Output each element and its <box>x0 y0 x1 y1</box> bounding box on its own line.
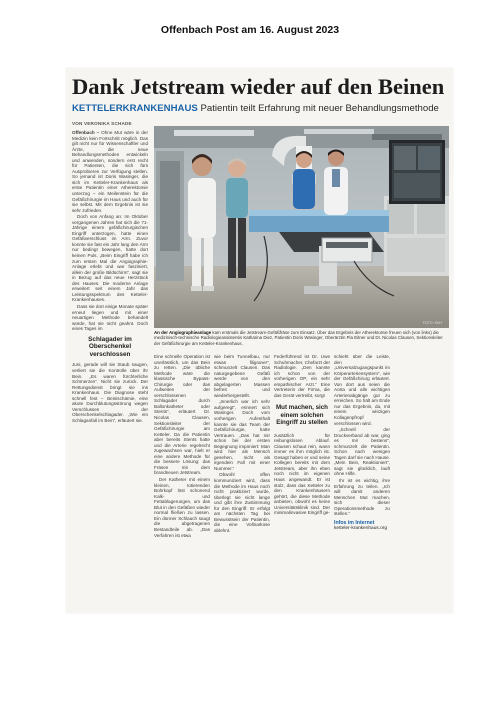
article-column-3 <box>214 354 270 608</box>
photo-caption-lead: An der Angiographieanlage <box>154 330 212 335</box>
paragraph: Dass sie dort einige Monate später erneut liegen und mit einer neuartigen Methode behandelt würde, hat sie nicht geahnt. Doch eines Tages im <box>72 303 148 332</box>
article-column-4 <box>274 354 330 608</box>
photo-credit: FOTO: KKH <box>422 321 442 325</box>
article-intertitle: Schlagader im Oberschenkel verschlossen <box>88 335 132 358</box>
angiography-room-photo <box>154 126 449 328</box>
paragraph: Ihr ist es wichtig, ihre Erfahrung zu teilen. „Ich will damit anderen Menschen Mut machen, sich dieser Operationsmethode zu stellen.“ <box>334 478 390 517</box>
paragraph-text: Ohne Mut wäre in der Medizin kein Fortschritt möglich. Das gilt nicht nur für Wissenschaftler und Ärzte, die neue Behandlungsmethoden entwickeln und anwenden, sondern erst recht für Patienten, die sich fürs Ausprobieren zur Verfügung stellen. So jemand ist Doris Wasinger, die sich im Ketteler-Krankenhaus als erste Patientin einer Atherektomie unterzog – ein Meilenstein für die Gefäßchirurgie im Haus und auch für sie selbst. Mit dem Ergebnis ist sie sehr zufrieden. <box>72 130 148 213</box>
article-column-2 <box>154 354 210 608</box>
paragraph: Doch von Anfang an: Im Oktober vergangenen Jahres hat sich die 71-Jährige einem gefäßchirurgischen Eingriff unterzogen, hatte einen Gefäßverschluss im Arm. Zuvor konnte sie fast ein Jahr lang den Arm nur bedingt bewegen, hatte dort keinen Puls. „Beim Eingriff habe ich zum ersten Mal die Angiographie-Anlage erlebt und war fasziniert, allein der große Bildschirm“, sagt sie in Bezug auf das neue Herzstück des Hauses. Die moderne Anlage erweitert seit einem Jahr das Leistungsspektrum des Ketteler-Krankenhauses. <box>72 214 148 303</box>
paragraph: Obwohl offen kommuniziert wird, dass die Methode im Haus noch nicht praktiziert wurde, überlegt sie nicht lange und gibt ihre Zustimmung für den Eingriff. Er erfolgt am nächsten Tag bei Bewusstsein der Patientin, die eine Vollnarkose ablehnt. <box>214 472 270 533</box>
paragraph: zusätzlich für reibungslosen Ablauf. Clausen schaut rein, wann immer es ihm möglich ist. Gesagt haben er und seine Kollegen bereits mit dem Jetstream, aber ihn eben noch nicht im eigenen Haus angewandt. Er ist stolz, dass das Ketteler zu den Krankenhäusern gehört, die diese Methode anbieten, obwohl es keine Universitätsklinik sind. Der minimalinvasive Eingriff ge- <box>274 432 330 516</box>
newspaper-source-date: Offenbach Post am 16. August 2023 <box>160 24 340 36</box>
photo-caption <box>154 330 449 346</box>
article-kicker: KETTELERKRANKENHAUS <box>72 103 198 114</box>
dateline: Offenbach – <box>72 130 100 135</box>
paragraph: Der Katheter mit einem kleinen, rotierenden Bohrkopf löst schonend Kalk- und Fettablagerungen, um das Blut in den Gefäßen wieder normal fließen zu lassen. Ein dünner Schlauch saugt die abgetragenen Bestandteile ab. „Das Verfahren ist etwa <box>154 477 210 538</box>
article-subheadline-text: Patientin teilt Erfahrung mit neuer Behandlungsmethode <box>200 103 439 114</box>
website-link[interactable]: ketteler-krankenhaus.org <box>334 526 388 532</box>
info-label: Infos im Internet <box>334 519 375 526</box>
article-subheadline <box>72 103 452 115</box>
article-headline: Dank Jetstream wieder auf den Beinen <box>72 74 445 99</box>
paragraph <box>72 130 148 213</box>
paragraph: Eine schnelle Operation ist unerlässlich, um das Bein zu retten. „Die übliche Methode wäre die klassische Bypass-Chirurgie oder das Aufweiten der verschlossenen Schlagader durch Ballonkatheter oder Stents“, erläutert Dr. Nicolas Clausen, Sektionsleiter der Gefäßchirurgie am Ketteler. Da die Patientin aber bereits Stents hatte und die Arterie regelrecht zugewachsen war, hielt er eine andere Methode für die bessere Lösung: das Fräsen mit dem brandneuen Jetstream. <box>154 354 210 476</box>
paragraph: Juni, gerade will sie Staub saugen, verliert sie die Kontrolle über ihr Bein. „Es waren fürchterliche Schmerzen“. Nicht sie zurück. Der Rettungsdienst bringt sie ins Krankenhaus. Die Diagnose steht schnell fest – Beinischämie, eine akute Durchblutungsstörung wegen Verschlusses der Oberschenkelschlagader. „Wie ein Schlaganfall im Bein“, erläutert sie. <box>72 362 148 423</box>
paragraph: schieht über die Leiste, den „Universalzugangspunkt im Körperarteriensystem“, wie der Gefäßchirurg erläutert. Von dort aus seien die Aorta und alle wichtigen Arterienabgänge gut zu erreichen. So hält am Ende nur das Ergebnis, da, mit einem winzigen Kollagenpfropf verschlossen wird. <box>334 354 390 426</box>
article-author: VON VERONIKA SCHADE <box>72 121 132 126</box>
pull-quote: Mut machen, sich einem solchen Eingriff zu stellen <box>276 404 328 427</box>
newspaper-clipping <box>66 68 453 613</box>
article-column-5 <box>334 354 390 608</box>
photo-caption-text: kam erstmals die Jetstream-Gefäßfräse zum Einsatz. Über das Ergebnis der Atherektomie freuen sich (von links) die medizinisch-technische Radiologieassistentin Katharina Diez, Patientin Doris Wasinger, Oberärztin Pia Eitner und Dr. Nicolas Clausen, Sektionsleiter der Gefäßchirurgie am Ketteler-Krankenhaus. <box>154 330 443 346</box>
paragraph: „Innerlich war ich sehr aufgeregt“, erinnert sich Wasinger. Doch vom vorherigen Aufenthalt kannte sie das Team der Gefäßchirurgie, hatte Vertrauen. „Das hat mir schon bei der ersten Begegnung imponiert: Man wird hier als Mensch gesehen, nicht als irgendein Fall mit einer Nummer.“ <box>214 399 270 471</box>
paragraph: „Schnell der Druckverband ab war, ging es mir bestens“, schmunzelt die Patientin. Schon nach wenigen Tagen darf sie nach Hause. „Mein Bein, Reaktioniert“, sagt sie glücklich, lauft ohne Hilfe. <box>334 427 390 477</box>
article-column-1 <box>72 130 148 606</box>
article-photo <box>154 126 449 328</box>
paragraph: wie beim Tunnelbau, nur etwas filigraner“, schmunzelt Clausen. Das naturgegebene Gefäß werde von den abgelagerten Massen befreit und wiederhergestellt. <box>214 354 270 398</box>
paragraph: Federführend ist Dr. Uwe Schuhmacher, Chefarzt der Radiologie. „Den kannte ich schon von der vorherigen OP, ein sehr empathischer Arzt.“ Eine Vertreterin der Firma, die das Gerät vertreibt, sorgt <box>274 354 330 398</box>
